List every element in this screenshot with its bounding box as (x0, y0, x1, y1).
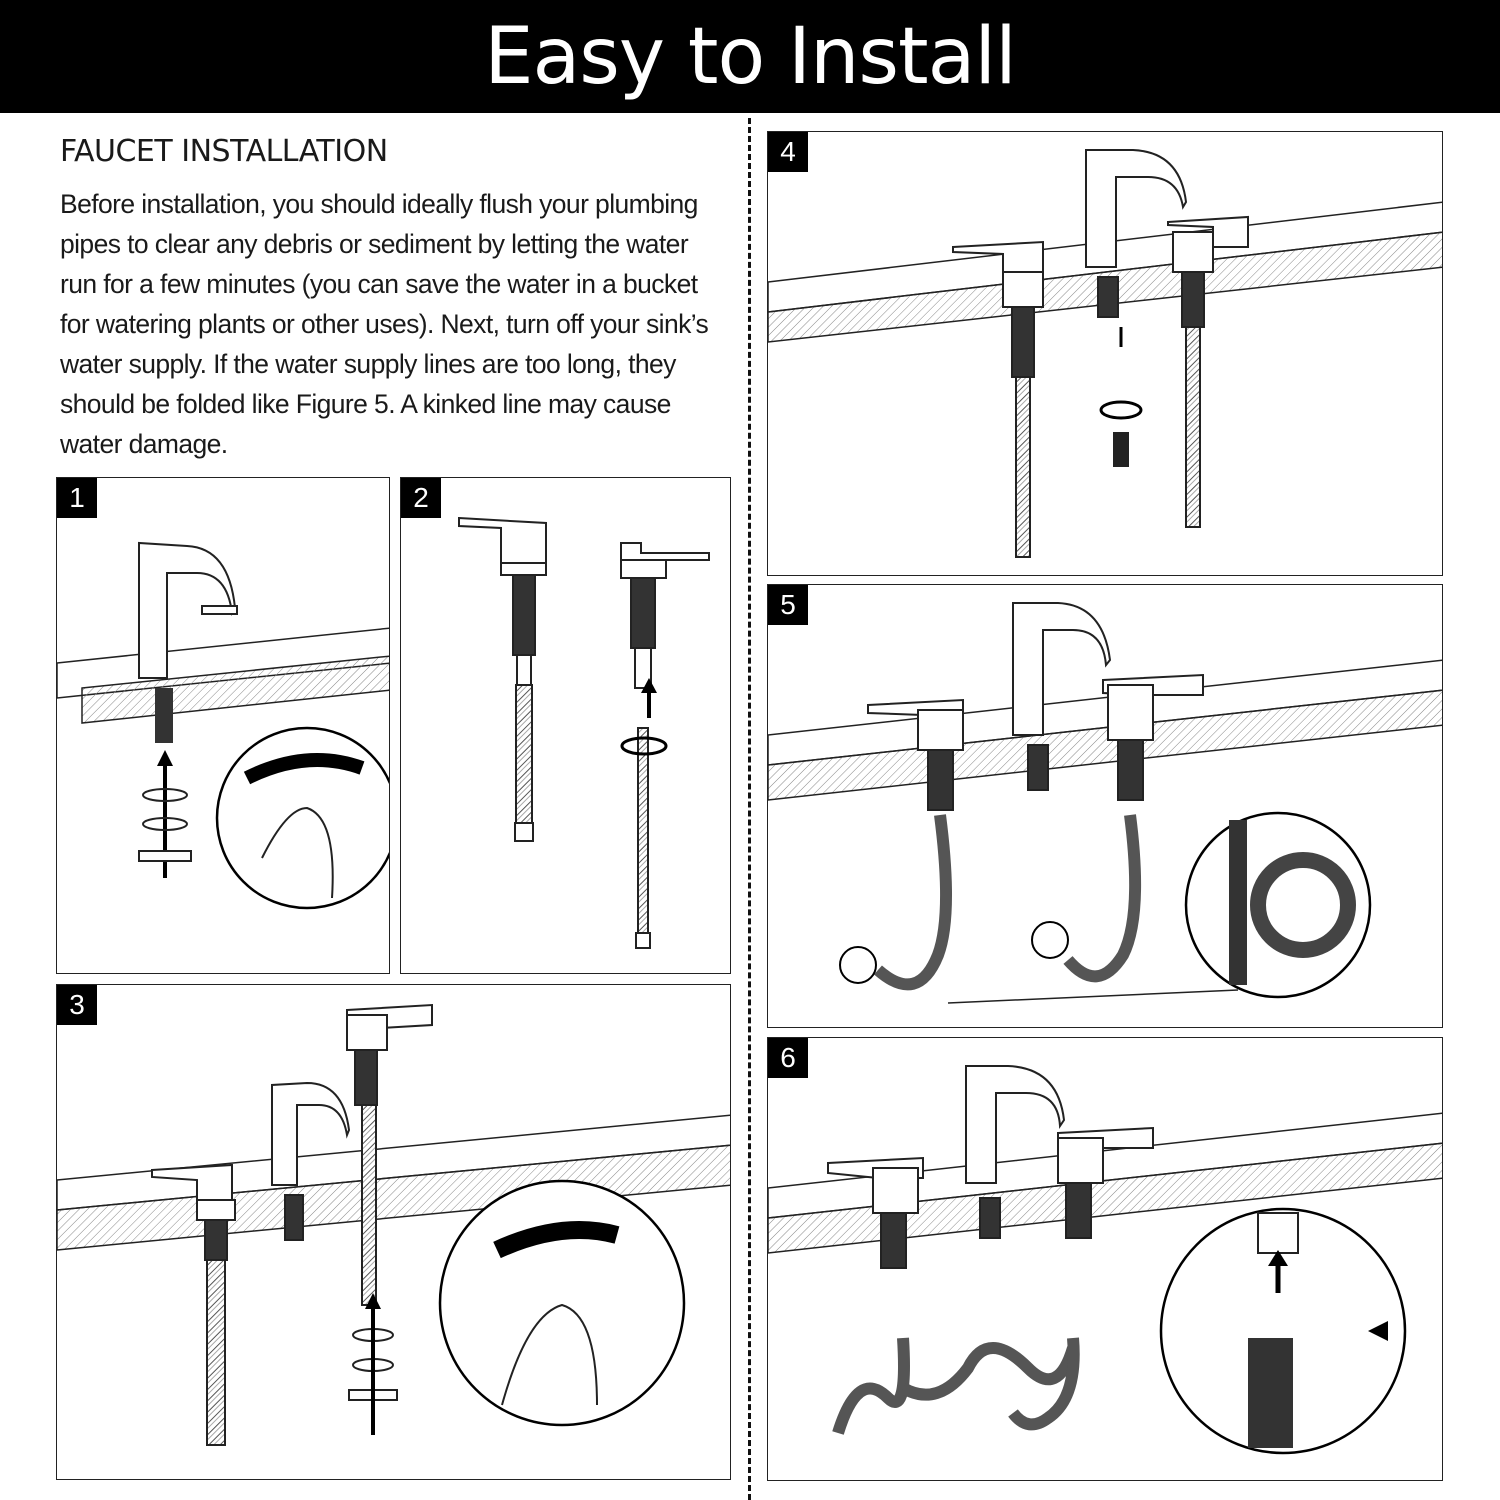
step-6-panel (767, 1037, 1443, 1481)
step-6-illustration (768, 1038, 1443, 1481)
step-2-panel (400, 477, 731, 974)
step-number: 2 (401, 478, 441, 518)
intro-title: FAUCET INSTALLATION (60, 134, 388, 169)
step-number: 4 (768, 132, 808, 172)
step-5-illustration (768, 585, 1443, 1028)
step-1-illustration (57, 478, 390, 974)
intro-text: Before installation, you should ideally flush your plumbing pipes to clear any debris or sediment by letting the water run for a few minutes (you can save the water in a bucket for watering plants or other uses). Next, turn off your sink’s water supply. If the water supply lines are too long, they should be folded like Figure 5. A kinked line may cause water damage. (60, 189, 709, 459)
column-divider (748, 118, 751, 1500)
page-title: Easy to Install (484, 11, 1016, 102)
step-3-illustration (57, 985, 731, 1480)
step-4-panel (767, 131, 1443, 576)
step-number: 1 (57, 478, 97, 518)
step-1-panel (56, 477, 390, 974)
step-number: 6 (768, 1038, 808, 1078)
step-2-illustration (401, 478, 731, 974)
step-number: 5 (768, 585, 808, 625)
header-banner (0, 0, 1500, 113)
step-5-panel (767, 584, 1443, 1028)
step-3-panel (56, 984, 731, 1480)
step-number: 3 (57, 985, 97, 1025)
step-4-illustration (768, 132, 1443, 576)
